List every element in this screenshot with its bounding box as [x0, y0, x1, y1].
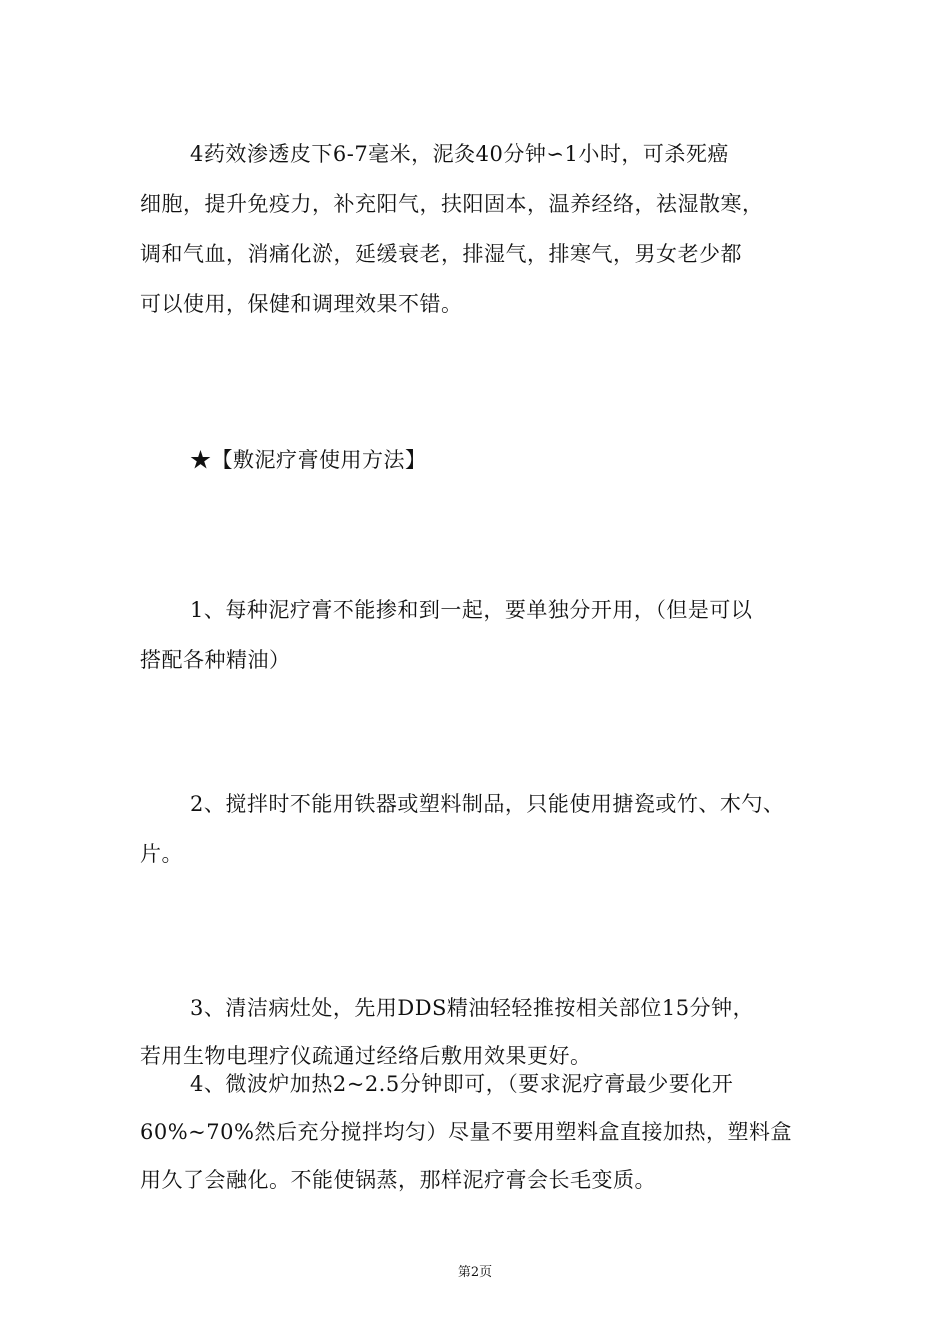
item-4-line-2: 60%~70%然后充分搅拌均匀）尽量不要用塑料盒直接加热，塑料盒 [140, 1120, 792, 1144]
item-4-line-3: 用久了会融化。不能使锅蒸，那样泥疗膏会长毛变质。 [140, 1168, 656, 1192]
item-1-line-2: 搭配各种精油） [140, 648, 291, 672]
section-heading: ★【敷泥疗膏使用方法】 [190, 448, 427, 472]
item-2-line-1: 2、搅拌时不能用铁器或塑料制品，只能使用搪瓷或竹、木勺、 [190, 792, 785, 816]
item-1-line-1: 1、每种泥疗膏不能掺和到一起，要单独分开用，（但是可以 [190, 598, 753, 622]
item-3-line-2: 若用生物电理疗仪疏通过经络后敷用效果更好。 [140, 1044, 592, 1068]
page-number: 第2页 [457, 1265, 493, 1280]
item-3-line-1: 3、清洁病灶处，先用DDS精油轻轻推按相关部位15分钟， [190, 996, 755, 1020]
item-4-line-1: 4、微波炉加热2~2.5分钟即可，（要求泥疗膏最少要化开 [190, 1072, 734, 1096]
item-2-line-2: 片。 [140, 842, 183, 866]
paragraph-1-line-4: 可以使用，保健和调理效果不错。 [140, 292, 463, 316]
paragraph-1-line-1: 4药效渗透皮下6-7毫米，泥灸40分钟∽1小时，可杀死癌 [190, 142, 729, 166]
paragraph-1-line-2: 细胞，提升免疫力，补充阳气，扶阳固本，温养经络，祛湿散寒， [140, 192, 764, 216]
paragraph-1-line-3: 调和气血，消痛化淤，延缓衰老，排湿气，排寒气，男女老少都 [140, 242, 742, 266]
